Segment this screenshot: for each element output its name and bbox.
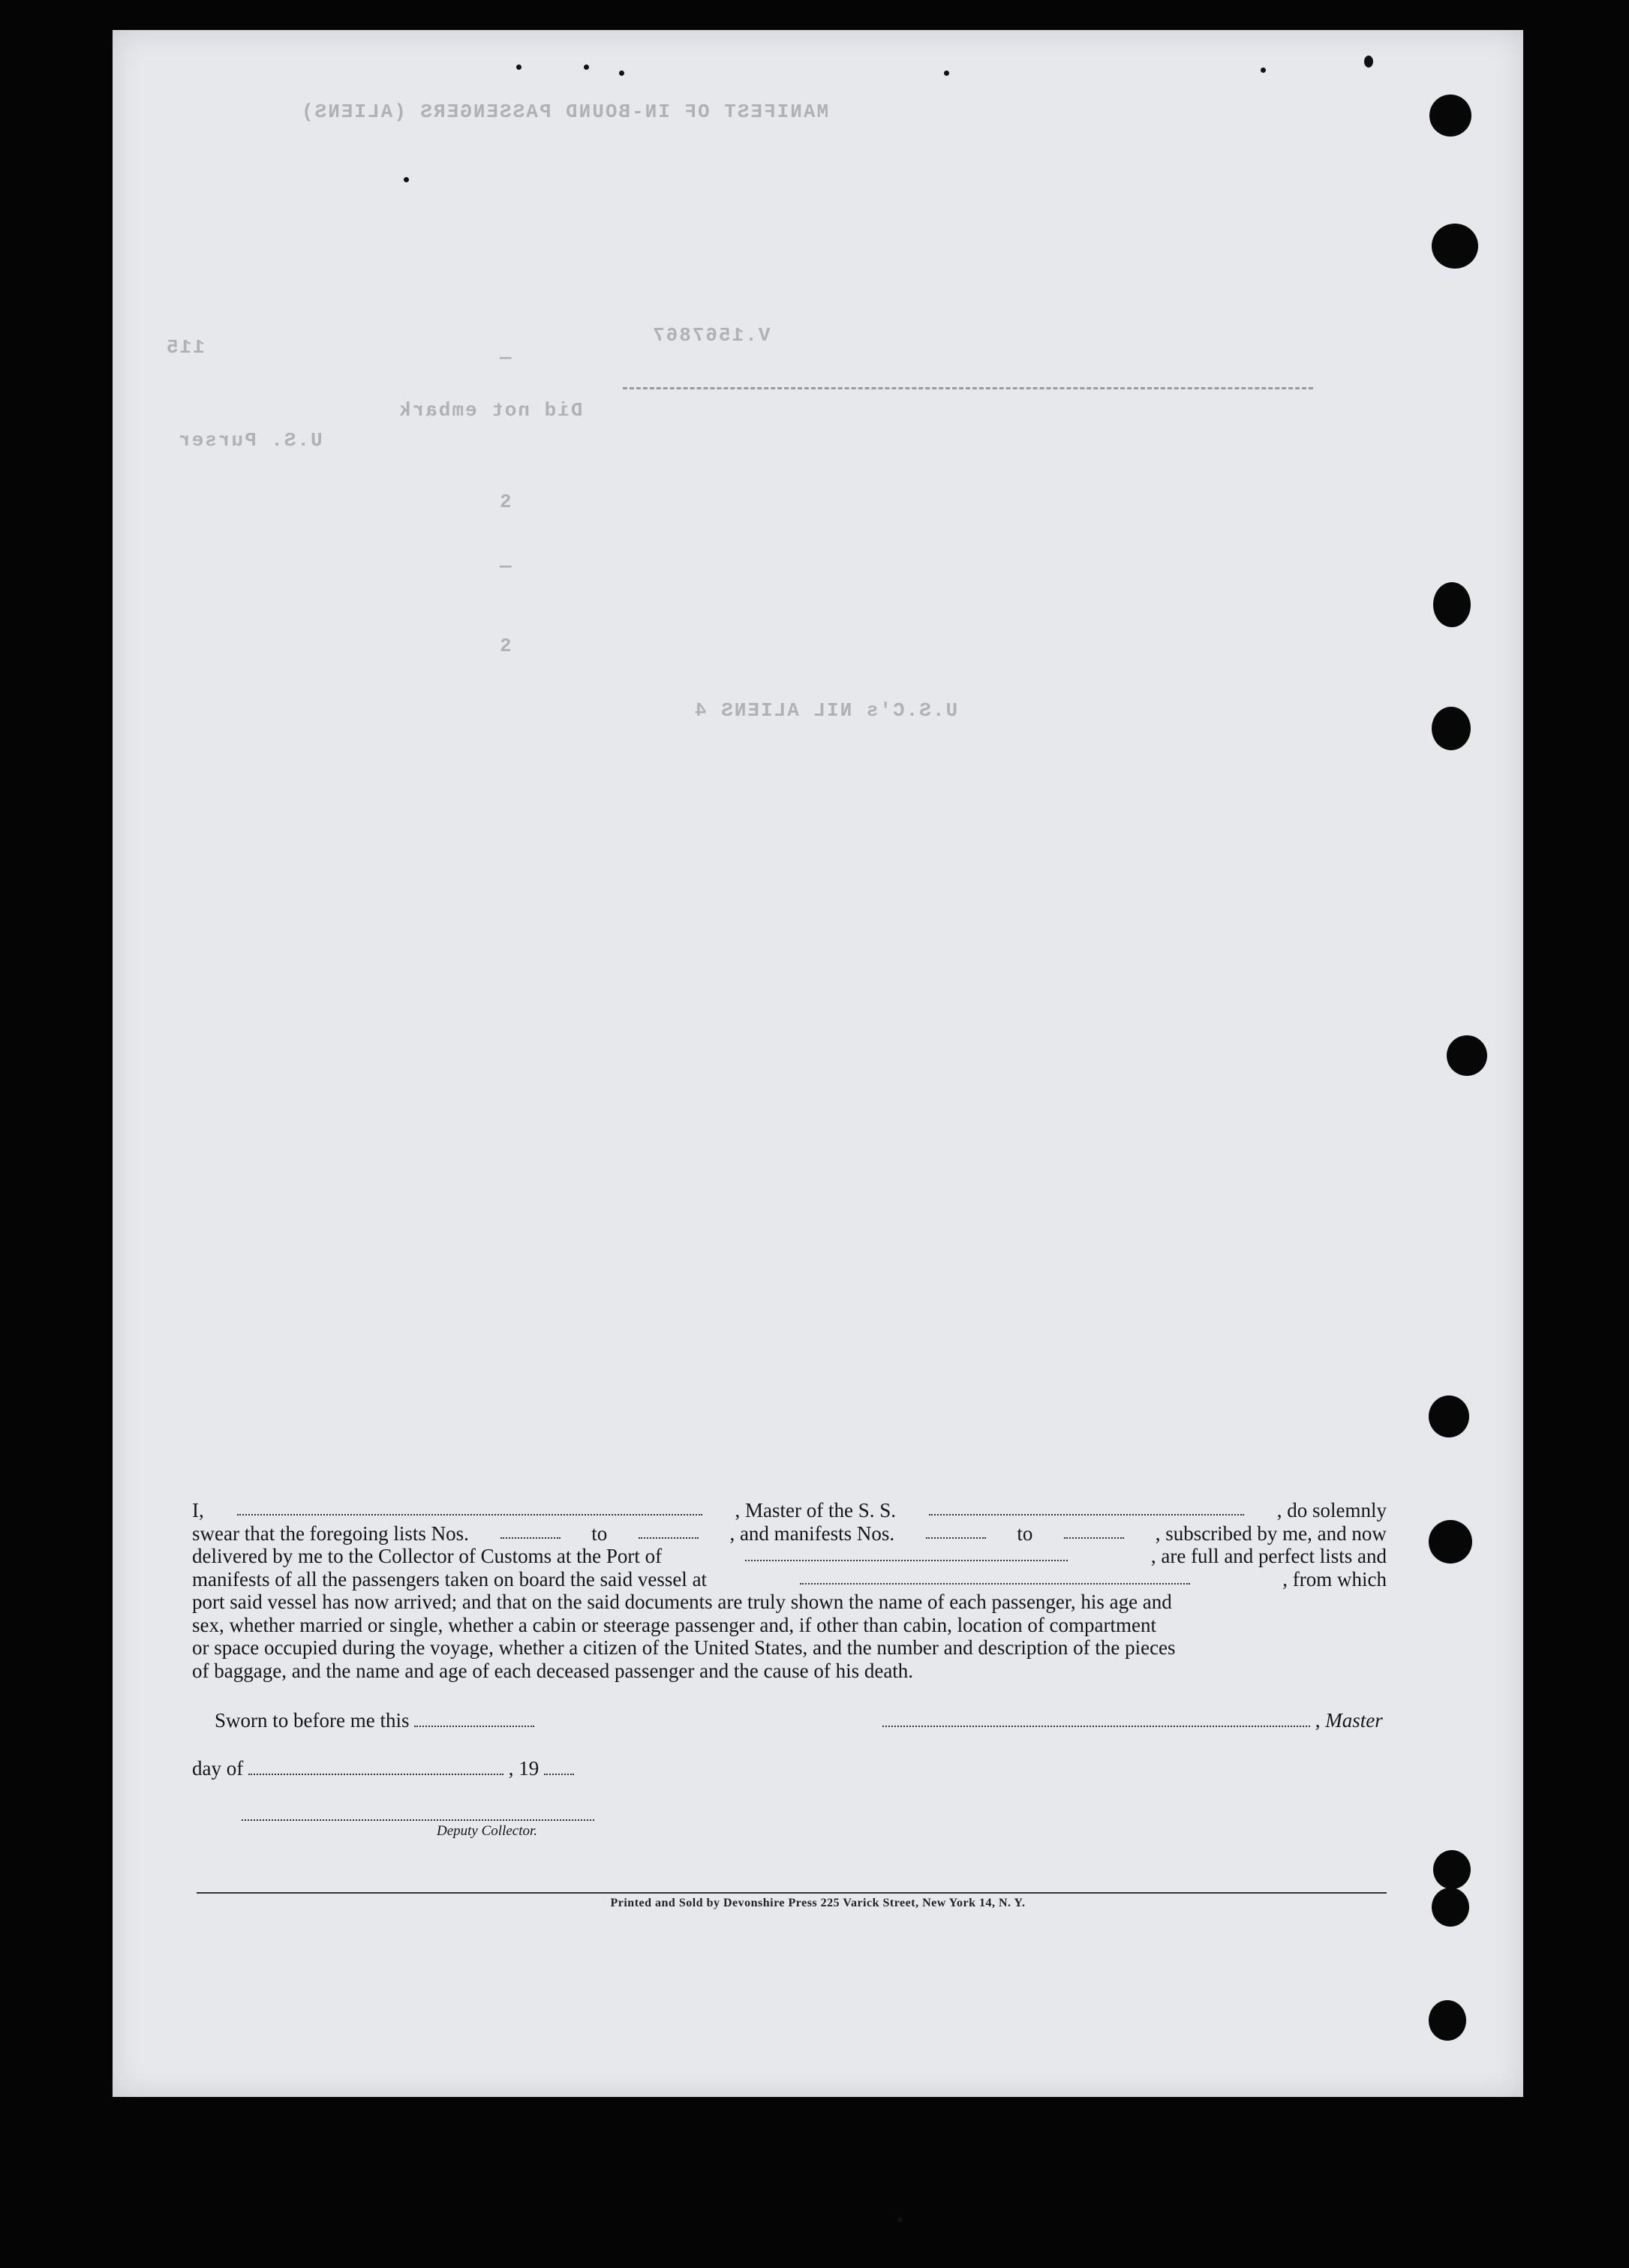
month-field[interactable] (248, 1759, 503, 1775)
bleed-dash: — (500, 347, 513, 369)
master-label: , Master (1315, 1709, 1383, 1732)
manifest-page (113, 30, 1523, 2097)
bleed-dash: — (500, 555, 513, 578)
master-name-field[interactable] (237, 1499, 702, 1516)
printer-credit: Printed and Sold by Devonshire Press 225 Varick Street, New York 14, N. Y. (610, 1897, 1026, 1909)
oath-text: port said vessel has now arrived; and that on the said documents are truly shown the name of each passenger, his age and (192, 1591, 1172, 1613)
master-signature (882, 1709, 1383, 1732)
binder-hole (1432, 224, 1478, 269)
binder-hole (1429, 95, 1471, 137)
oath-text: , from which (1282, 1567, 1387, 1591)
day-of-text: day of (192, 1757, 244, 1780)
oath-line (192, 1499, 1387, 1522)
ink-speck (897, 2217, 903, 2222)
bleed-dash-line (623, 387, 1313, 389)
oath-text: , are full and perfect lists and (1150, 1545, 1387, 1567)
manifests-from-field[interactable] (926, 1522, 986, 1539)
boarding-port-field[interactable] (800, 1568, 1190, 1585)
oath-text: or space occupied during the voyage, whether a citizen of the United States, and the number and description of the pieces (192, 1636, 1176, 1659)
bleed-manifest-number: V.1567867 (651, 324, 771, 347)
binder-hole (1447, 1035, 1487, 1076)
master-signature-field[interactable] (882, 1711, 1310, 1727)
manifests-to-field[interactable] (1064, 1522, 1124, 1539)
oath-line (192, 1660, 1387, 1683)
oath-line (192, 1522, 1387, 1546)
oath-text: of baggage, and the name and age of each deceased passenger and the cause of his death. (192, 1659, 914, 1682)
oath-text: to (591, 1522, 608, 1545)
oath-text: sex, whether married or single, whether a cabin or steerage passenger and, if other than cabin, location of compartment (192, 1613, 1157, 1636)
bleed-number-right: 115 (165, 336, 205, 359)
oath-text: , do solemnly (1276, 1499, 1387, 1522)
binder-hole (1433, 582, 1471, 627)
ink-speck (619, 71, 624, 76)
ink-speck (404, 177, 409, 182)
sworn-label (215, 1709, 534, 1732)
oath-text: , Master of the S. S. (735, 1499, 896, 1522)
port-field[interactable] (745, 1545, 1068, 1561)
sworn-date-field[interactable] (414, 1711, 534, 1727)
ink-speck (584, 65, 589, 70)
deputy-collector-label: Deputy Collector. (437, 1823, 538, 1839)
year-field[interactable] (544, 1759, 574, 1775)
master-oath (192, 1499, 1387, 1682)
year-text: , 19 (508, 1757, 539, 1780)
sworn-text: Sworn to before me this (215, 1709, 410, 1732)
binder-hole (1429, 1395, 1469, 1437)
oath-line (192, 1636, 1387, 1660)
oath-text: , subscribed by me, and now (1155, 1522, 1387, 1545)
oath-line (192, 1568, 1387, 1591)
lists-to-field[interactable] (639, 1522, 699, 1539)
oath-text: swear that the foregoing lists Nos. (192, 1522, 469, 1545)
ink-speck (944, 71, 949, 76)
oath-line (192, 1545, 1387, 1568)
binder-hole (1429, 1520, 1472, 1564)
oath-text: manifests of all the passengers taken on board the said vessel at (192, 1567, 708, 1591)
oath-text: to (1017, 1522, 1033, 1545)
ship-name-field[interactable] (929, 1499, 1244, 1516)
binder-hole (1429, 2000, 1466, 2041)
bleed-count: 2 (500, 491, 513, 513)
ink-speck (1261, 68, 1266, 73)
bleed-purser: U.S. Purser (177, 429, 323, 452)
footer-rule (197, 1892, 1387, 1894)
oath-line (192, 1614, 1387, 1637)
oath-text: I, (192, 1499, 204, 1522)
lists-from-field[interactable] (500, 1522, 561, 1539)
ink-speck (516, 65, 521, 70)
ink-speck (1364, 56, 1373, 68)
bleed-header: MANIFEST OF IN-BOUND PASSENGERS (ALIENS) (300, 101, 829, 123)
binder-hole (1432, 707, 1471, 750)
deputy-signature-field[interactable] (242, 1804, 594, 1821)
bleed-did-not-embark: Did not embark (398, 399, 583, 422)
bleed-count: 2 (500, 635, 513, 657)
oath-text: , and manifests Nos. (729, 1522, 895, 1545)
day-of-line (192, 1757, 574, 1780)
oath-text: delivered by me to the Collector of Customs at the Port of (192, 1545, 663, 1567)
bleed-total: U.S.C's NIL ALIENS 4 (693, 699, 958, 722)
binder-hole (1433, 1850, 1471, 1889)
oath-line (192, 1591, 1387, 1614)
